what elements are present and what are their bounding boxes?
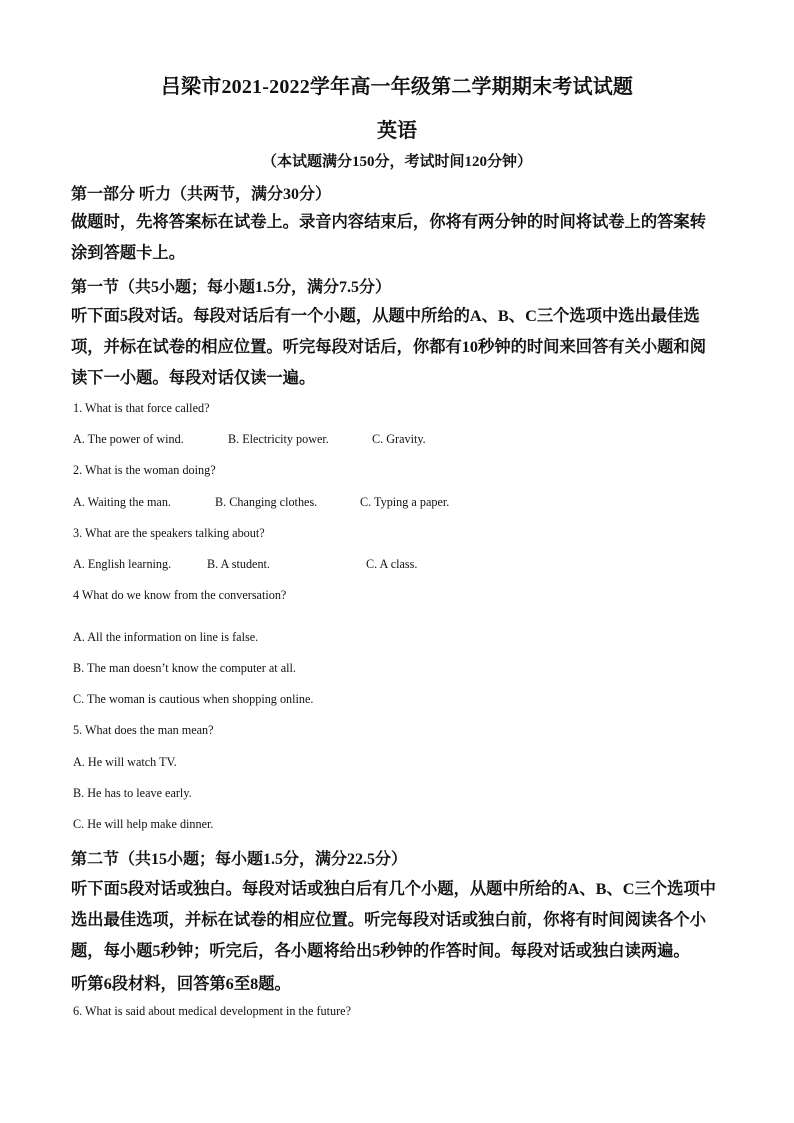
exam-title: 吕梁市2021-2022学年高一年级第二学期期末考试试题 [160,76,634,98]
section1-heading: 第一节（共5小题；每小题1.5分，满分7.5分） [71,279,392,296]
question-4-option-b: B. The man doesn’t know the computer at all. [73,661,296,675]
question-4-option-a: A. All the information on line is false. [73,630,259,644]
section2-instruction: 听下面5段对话或独白。每段对话或独白后有几个小题，从题中所给的A、B、C三个选项中选出最佳选项，并标在试卷的相应位置。听完每段对话或独白前，你将有时间阅读各个小题，每小题5秒钟；听完后，各小题将给出5秒钟的作答时间。每段对话或独白读两遍。 [71,879,716,960]
question-2-stem: 2. What is the woman doing? [73,463,216,477]
question-1-option-c: C. Gravity. [372,432,426,446]
exam-subject: 英语 [377,120,417,142]
question-3-option-c: C. A class. [366,557,418,571]
part1-instruction: 做题时，先将答案标在试卷上。录音内容结束后，你将有两分钟的时间将试卷上的答案转涂到答题卡上。 [71,212,706,262]
question-2-option-b: B. Changing clothes. [215,495,318,509]
question-5-option-c: C. He will help make dinner. [73,817,214,831]
question-2-option-c: C. Typing a paper. [360,495,450,509]
section2-material-note: 听第6段材料，回答第6至8题。 [71,974,291,993]
part1-heading: 第一部分 听力（共两节，满分30分） [71,186,332,203]
question-3-option-b: B. A student. [207,557,270,571]
section1-instruction: 听下面5段对话。每段对话后有一个小题，从题中所给的A、B、C三个选项中选出最佳选项，并标在试卷的相应位置。听完每段对话后，你都有10秒钟的时间来回答有关小题和阅读下一小题。每段对话仅读一遍。 [71,306,706,387]
question-3-option-a: A. English learning. [73,557,172,571]
question-4-option-c: C. The woman is cautious when shopping online. [73,692,314,706]
section2-heading: 第二节（共15小题；每小题1.5分，满分22.5分） [71,851,408,868]
question-5-option-a: A. He will watch TV. [73,755,177,769]
question-5-option-b: B. He has to leave early. [73,786,192,800]
question-1-option-b: B. Electricity power. [228,432,329,446]
question-4-stem: 4 What do we know from the conversation? [73,588,287,602]
question-2-option-a: A. Waiting the man. [73,495,171,509]
question-1-option-a: A. The power of wind. [73,432,184,446]
question-5-stem: 5. What does the man mean? [73,723,214,737]
question-6-stem: 6. What is said about medical development in the future? [73,1004,351,1018]
question-3-stem: 3. What are the speakers talking about? [73,526,265,540]
exam-note: （本试题满分150分，考试时间120分钟） [261,154,532,170]
question-1-stem: 1. What is that force called? [73,401,210,415]
